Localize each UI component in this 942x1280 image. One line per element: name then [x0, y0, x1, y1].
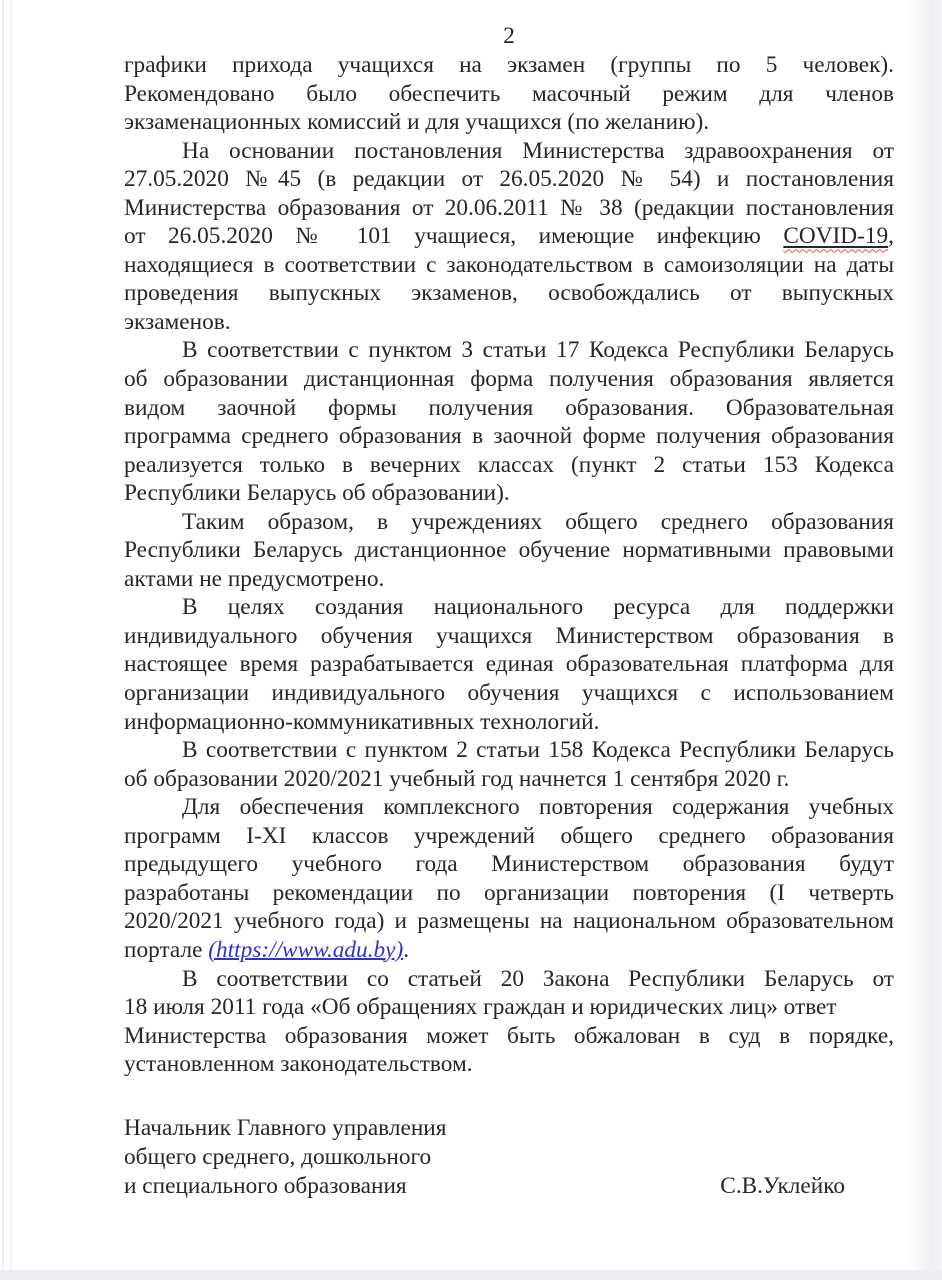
signature-line-text: и специального образования	[124, 1172, 407, 1199]
text-line: экзаменов.	[124, 308, 231, 335]
text-line: Республики Беларусь дистанционное обучение нормативными правовыми	[124, 537, 894, 564]
text-line: находящиеся в соответствии с законодательством в самоизоляции на даты	[124, 251, 894, 278]
paragraph	[124, 51, 894, 137]
text-line: предыдущего учебного года Министерством образования будут	[124, 851, 894, 878]
text-line: экзаменационных комиссий и для учащихся (по желанию).	[124, 109, 710, 136]
text-line: Рекомендовано было обеспечить масочный режим для членов	[124, 80, 894, 107]
text-line: реализуется только в вечерних классах (пункт 2 статьи 153 Кодекса	[124, 451, 894, 478]
text-line: актами не предусмотрено.	[124, 565, 385, 592]
text-line: портале (https://www.adu.by).	[124, 936, 410, 963]
text-line: Министерства образования от 20.06.2011 № 38 (редакции постановления	[124, 194, 894, 221]
page-edge-left-faint	[10, 0, 12, 1280]
text-line: разработаны рекомендации по организации повторения (I четверть	[124, 879, 894, 906]
text-line: 18 июля 2011 года «Об обращениях граждан и юридических лиц» ответ	[124, 994, 837, 1021]
text-line: индивидуального обучения учащихся Министерством образования в	[124, 622, 894, 649]
text-line: об образовании дистанционная форма получения образования является	[124, 366, 894, 393]
paragraph	[124, 736, 894, 793]
text-line: Республики Беларусь об образовании).	[124, 480, 510, 507]
paragraph	[124, 593, 894, 736]
paragraph	[124, 137, 894, 337]
paragraph	[124, 965, 894, 1079]
page-edge-left	[2, 0, 4, 1280]
text-line: установленном законодательством.	[124, 1051, 473, 1078]
signature-block	[124, 1114, 894, 1200]
document-body	[124, 51, 894, 1079]
paragraph	[124, 793, 894, 964]
page-edge-right	[908, 0, 942, 1280]
page-number: 2	[503, 23, 515, 49]
signature-line	[124, 1172, 894, 1201]
portal-link[interactable]: (https://www.adu.by)	[208, 936, 404, 963]
paragraph	[124, 336, 894, 507]
text-line: В целях создания национального ресурса для поддержки	[182, 594, 894, 621]
text-line: программ I-XI классов учреждений общего среднего образования	[124, 822, 894, 849]
signature-line: общего среднего, дошкольного	[124, 1143, 432, 1170]
page-bottom-strip	[0, 1270, 942, 1280]
text-line: информационно-коммуникативных технологий.	[124, 708, 600, 735]
paragraph	[124, 508, 894, 594]
text-line: программа среднего образования в заочной форме получения образования	[124, 423, 894, 450]
covid-term: COVID-19	[783, 223, 889, 250]
text-line: видом заочной формы получения образования. Образовательная	[124, 394, 894, 421]
text-line: В соответствии с пунктом 2 статьи 158 Кодекса Республики Беларусь	[182, 737, 894, 764]
text-line: об образовании 2020/2021 учебный год начнется 1 сентября 2020 г.	[124, 765, 790, 792]
text-line: организации индивидуального обучения учащихся с использованием	[124, 680, 894, 707]
text-line: 27.05.2020 №45 (в редакции от 26.05.2020 № 54) и постановления	[124, 166, 894, 193]
text-line: настоящее время разрабатывается единая образовательная платформа для	[124, 651, 894, 678]
text-line: графики прихода учащихся на экзамен (группы по 5 человек).	[124, 52, 894, 78]
text-line: В соответствии со статьей 20 Закона Республики Беларусь от	[182, 965, 894, 992]
text-line: Для обеспечения комплексного повторения содержания учебных	[182, 794, 894, 821]
text-line: 2020/2021 учебного года) и размещены на национальном образовательном	[124, 908, 894, 935]
signature-line: Начальник Главного управления	[124, 1115, 447, 1141]
signatory-name: С.В.Уклейко	[720, 1172, 845, 1199]
text-line: Таким образом, в учреждениях общего среднего образования	[182, 508, 894, 535]
text-line: Министерства образования может быть обжалован в суд в порядке,	[124, 1022, 894, 1049]
text-line: В соответствии с пунктом 3 статьи 17 Кодекса Республики Беларусь	[182, 337, 894, 364]
text-line: На основании постановления Министерства здравоохранения от	[182, 137, 894, 164]
text-line: проведения выпускных экзаменов, освобождались от выпускных	[124, 280, 894, 307]
text-line: от 26.05.2020 № 101 учащиеся, имеющие инфекцию COVID-19,	[124, 223, 894, 250]
